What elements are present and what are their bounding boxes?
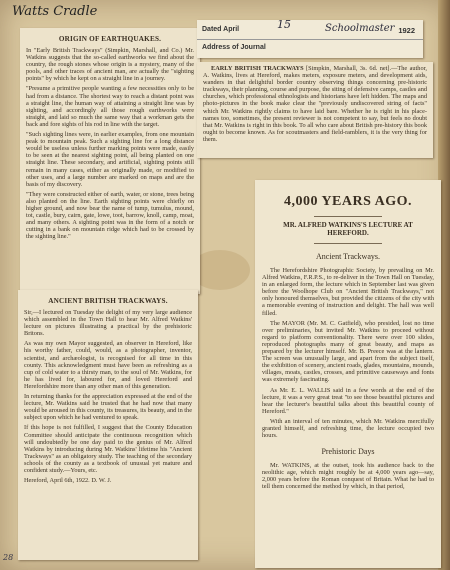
clipping-text: [Simpkin, Marshall, 3s. 6d. net].—The author, A. Watkins, lives at Hereford, makes meters, exposure meters, and development aids, wanders in that delightful border country observing things concerning pre-historic trackways, their planning, course and purpose, the siting of defensive camps, castles and churches, which professional ethnologists and historians have left hidden. The maps and photo-pictures in the book make clear the "previously undiscovered string of facts" which Mr. Watkins rightly claims to have laid bare. Whether he is right in his place-names too, sometimes, the present reviewer is not competent to say, but feels no doubt that Mr. Watkins is right in this book. To all who care about British pre-history this book ought to become known. As for scoutmasters and field-ramblers, it is the very thing for them. bbox=[203, 65, 428, 143]
dated-label: Dated April bbox=[202, 26, 240, 33]
address-label: Address of Journal bbox=[202, 44, 266, 51]
handwritten-journal: Schoolmaster bbox=[325, 23, 395, 34]
handwritten-day: 15 bbox=[277, 20, 291, 31]
clipping-paragraph: "Such sighting lines were, in earlier examples, from one mountain peak to mountain peak. Such a sighting line for a long distance would be useless unless further marking points were made, easily to be seen at the nearest sighting point, all being planted on one straight line. These secondary, and artificial, sighting points still remain in many cases, either as originally made, or modified to other uses, and a large number are marked on maps and are the basis of my discovery. bbox=[26, 131, 194, 188]
clipping-paragraph bbox=[203, 65, 427, 143]
clipping-title: EARLY BRITISH TRACKWAYS bbox=[211, 65, 304, 72]
divider bbox=[314, 243, 383, 244]
clipping-origin-of-earthquakes bbox=[20, 28, 200, 294]
clipping-paragraph: With an interval of ten minutes, which Mr. Watkins mercifully granted himself, and refreshing time, the lecture occupied two hours. bbox=[262, 417, 434, 440]
clipping-headline: 4,000 YEARS AGO. bbox=[283, 194, 413, 209]
clipping-paragraph: "They were constructed either of earth, water, or stone, trees being also planted on the line. Earth sighting points were chiefly on higher ground, and now bear the name of tump, tumulus, mound, tot, castle, bury, cairn, gate, lowe, toot, barrow, knoll, camp, moat, and many others. A sighting point was in the form of a notch or cutting in a bank on mountain ridge which had to be crossed by the sighting line." bbox=[26, 190, 194, 241]
clipping-book-review bbox=[197, 62, 433, 158]
press-cutting-label bbox=[197, 20, 423, 58]
section-heading: Ancient Trackways. bbox=[316, 252, 380, 261]
section-heading: Prehistoric Days bbox=[321, 447, 375, 457]
clipping-paragraph: The MAYOR (Mr. M. C. Gatfield), who presided, lost no time over preliminaries, but invited Mr. Watkins to proceed without regard to platform conventionality. There were over 100 slides, reproduced photographs many of great beauty, and maps as prepared by the lecturer himself. Mr. B. Preece was at the lantern. The screen was unusually large, and apart from the subject itself, the exhibition of scenery, ancient roads, glades, mountains, mounds, villages, moats, castles, crosses, and primitive causeways and fonts was extremely fascinating. bbox=[262, 319, 434, 384]
clipping-paragraph: The Herefordshire Photographic Society, by prevailing on Mr. Alfred Watkins, F.R.P.S., to re-deliver in the Town Hall on Tuesday, in an enlarged form, the lecture which in September last was given before the Woolhope Club on "Ancient British Trackways," not only honoured themselves, but provided the citizens of the city with a memorable evening of instruction and delight. The hall was well filled. bbox=[262, 267, 434, 317]
clipping-paragraph: In returning thanks for the appreciation expressed at the end of the lecture, Mr. Watkins said he trusted that he had now that many would be aroused in this county, its treasures, its beauty, and in the subject upon which he had ventured to speak. bbox=[24, 393, 192, 422]
clipping-subhead: MR. ALFRED WATKINS'S LECTURE AT HEREFORD. bbox=[283, 221, 413, 237]
clipping-ancient-british-trackways-letter bbox=[18, 290, 198, 560]
clipping-title: ORIGIN OF EARTHQUAKES. bbox=[58, 35, 162, 43]
handwritten-note: Watts Cradle bbox=[12, 4, 98, 19]
clipping-paragraph: "Presume a primitive people wanting a few necessities only to be had from a distance. The shortest way to reach a distant point was a straight line, the human way of attaining a straight line was by sighting, and accordingly all those rough earthworks were straight, and laid so much the same way that a workman gets the back and fore sights of his rod in line with the target. bbox=[26, 85, 194, 128]
divider bbox=[314, 216, 383, 217]
page-number: 28 bbox=[3, 553, 14, 562]
clipping-paragraph: Mr. WATKINS, at the outset, took his audience back to the neolithic age, which might roughly be at 4,000 years ago—say, 2,000 years before the Roman conquest of Britain. What he had to tell them concerned the method by which, in that period, bbox=[262, 462, 434, 491]
clipping-paragraph: If this hope is not fulfilled, I suggest that the County Education Committee should anticipate the continuous recognition which will undoubtedly be one day paid to the genius of Mr. Alfred Watkins by introducing during Mr. Watkins' lifetime his "Ancient Trackways" as an obligatory study. The teaching of the secondary schools of the county as a textbook of unusual yet mature and confident study.—Yours, etc. bbox=[24, 424, 192, 474]
clipping-paragraph: In "Early British Trackways" (Simpkin, Marshall, and Co.) Mr. Watkins suggests that the so-called earthworks we find about the country, the rough stones whose origin is a mystery, many of the pools, and other traces of ancient man, are actually the "sighting points" by which he kept on a straight line in a journey. bbox=[26, 47, 194, 83]
clipping-lecture-report bbox=[255, 180, 441, 568]
label-divider bbox=[197, 39, 423, 40]
clipping-paragraph: As was my own Mayor suggested, an observer in Hereford, like his worthy father, could, would, as a photographer, inventor, scientist, and archæologist, is recognised for all time in this county. This acknowledgment must have been as refreshing as a cup of cold water to a thirsty man, to the soul of Mr. Watkins, for he has lived for, laboured for, and loved Hereford and Herefordshire more than any other man of this generation. bbox=[24, 340, 192, 390]
year-label: 1922 bbox=[398, 26, 415, 35]
clipping-paragraph: As Mr. E. L. WALLIS said in a few words at the end of the lecture, it was a very great treat "to see those beautiful pictures and hear the lecturer's beautiful talks about this beautiful county of Hereford." bbox=[262, 386, 434, 415]
clipping-paragraph: Sir,—I lectured on Tuesday the delight of my very large audience which assembled in the Town Hall to hear Mr. Alfred Watkins' lecture on pictures illustrating a practical by the prehistoric Britons. bbox=[24, 309, 192, 338]
clipping-signoff: Hereford, April 6th, 1922. D. W. J. bbox=[24, 477, 112, 485]
clipping-title: ANCIENT BRITISH TRACKWAYS. bbox=[48, 297, 168, 305]
